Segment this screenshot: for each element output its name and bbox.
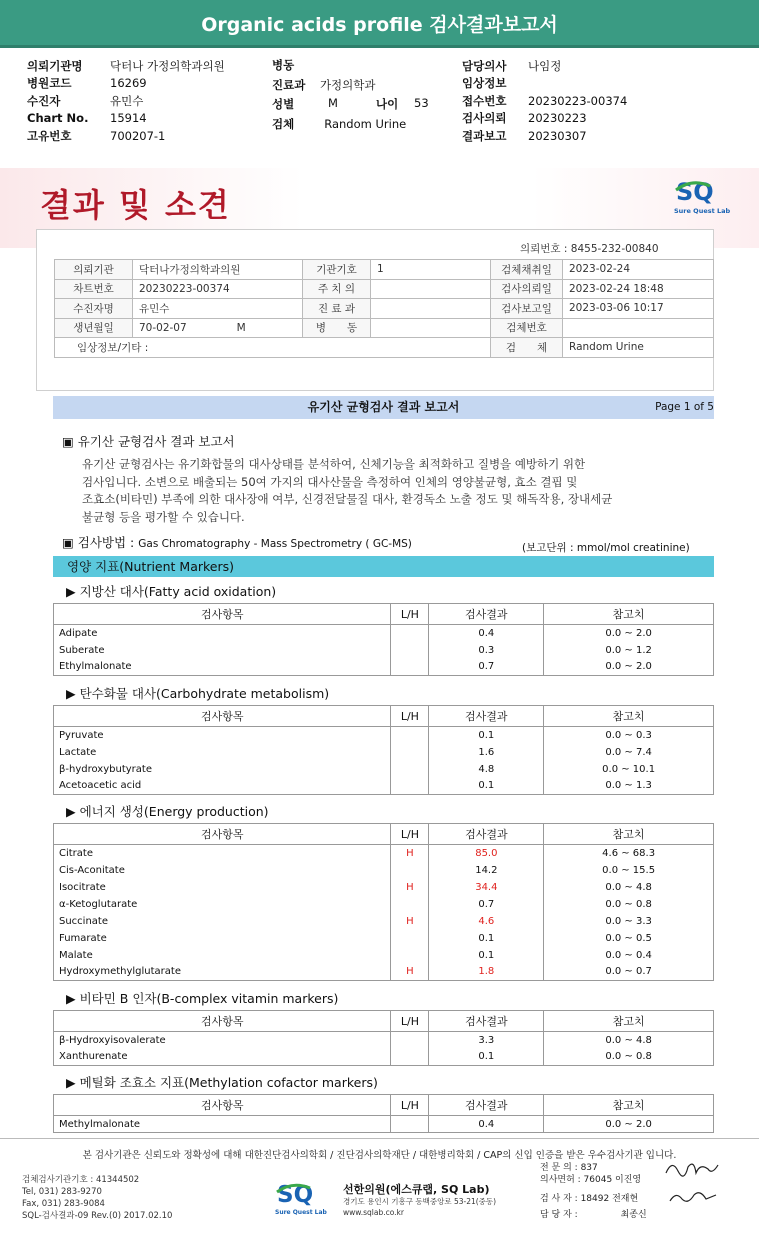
group-title: ▶ 탄수화물 대사(Carbohydrate metabolism) [66,686,330,701]
certification-text: 본 검사기관은 신뢰도와 정확성에 대해 대한진단검사의학회 / 진단검사의학재단 / 대한병리학회 / CAP의 신입 인증을 받은 우수검사기관 입니다. [82,1150,677,1161]
info-label: 결과보고 [462,128,507,143]
table-row [54,947,714,964]
info-label: 접수번호 [462,93,507,108]
footer-org-code: 검체검사기관기호 : 41344502 [22,1175,140,1185]
cell-result: 34.4 [429,879,544,896]
header-ref: 참고치 [544,1095,714,1116]
cell-ref: 0.0 ~ 10.1 [544,761,714,778]
col1-row [27,127,225,145]
info-label: Chart No. [27,111,89,126]
result-table [53,1094,714,1133]
manager-label: 담 당 자 : [540,1210,578,1220]
lab-url: www.sqlab.co.kr [343,1208,404,1217]
cell-result: 0.1 [429,778,544,795]
cell-ref: 0.0 ~ 0.8 [544,1049,714,1066]
header-lh: L/H [391,1095,429,1116]
cell-result: 0.1 [429,1049,544,1066]
header-item: 검사항목 [54,604,391,625]
cell-lh [391,659,429,676]
table-row [54,625,714,642]
info-value: 20230223 [528,111,587,126]
method-label: ▣ 검사방법 : [62,535,135,550]
cell-result: 0.1 [429,727,544,744]
footer-tester [540,1191,638,1204]
intro-line: 조효소(비타민) 부족에 의한 대사장애 여부, 신경전달물질 대사, 환경독소 노출 정도 및 해독작용, 장내세균 [82,492,613,506]
cell-lh: H [391,964,429,981]
cell-name: Malate [54,947,391,964]
cell-name: Pyruvate [54,727,391,744]
table-row [54,744,714,761]
dept-label-2: 진 료 과 [303,299,371,319]
request-date-value: 2023-02-24 18:48 [563,279,714,299]
cell-name: Isocitrate [54,879,391,896]
svg-text:Sure Quest Lab: Sure Quest Lab [674,207,730,215]
collect-date-label: 검체채취일 [491,260,563,280]
cell-result: 4.6 [429,913,544,930]
cell-lh: H [391,845,429,862]
header-item: 검사항목 [54,1095,391,1116]
info-value: 15914 [110,111,147,126]
dept-value-2 [371,299,491,319]
cell-result: 1.6 [429,744,544,761]
patient-name-value: 유민수 [133,299,303,319]
col3-row [462,110,627,128]
section-title: 결과 및 소견 [40,186,231,224]
intro-line: 검사입니다. 소변으로 배출되는 50여 가지의 대사산물을 측정하여 인체의 영양불균형, 효소 결핍 및 [82,474,578,489]
cell-lh [391,744,429,761]
header-ref: 참고치 [544,824,714,845]
specimen-value: Random Urine [324,116,407,131]
request-number: 의뢰번호 : 8455-232-00840 [520,243,659,255]
svg-text:SQ: SQ [277,1182,314,1208]
header-lh: L/H [391,824,429,845]
cell-result: 0.7 [429,659,544,676]
cell-ref: 0.0 ~ 0.4 [544,947,714,964]
birth-label: 생년월일 [55,318,133,338]
cell-name: Acetoacetic acid [54,778,391,795]
cell-ref: 0.0 ~ 2.0 [544,625,714,642]
table-row [54,761,714,778]
group-title: ▶ 지방산 대사(Fatty acid oxidation) [66,584,277,599]
org-code-label: 기관기호 [303,260,371,280]
cell-name: α-Ketoglutarate [54,896,391,913]
license-value: 76045 이진영 [583,1175,642,1185]
request-date-label: 검사의뢰일 [491,279,563,299]
signature-icon [660,1155,722,1217]
intro-line: 불균형 등을 평가할 수 있습니다. [82,509,245,524]
cell-result: 4.8 [429,761,544,778]
header-lh: L/H [391,604,429,625]
intro-paragraph [82,456,712,526]
footer-sq-logo-icon [274,1178,328,1218]
table-row [54,879,714,896]
table-row [54,862,714,879]
header-result: 검사결과 [429,1011,544,1032]
cell-lh [391,761,429,778]
cell-ref: 0.0 ~ 3.3 [544,913,714,930]
cell-ref: 0.0 ~ 7.4 [544,744,714,761]
tester-value: 18492 전재현 [580,1194,639,1204]
manager-value: 최종신 [620,1210,647,1220]
method-line [62,533,412,551]
clinical-info-label: 임상정보/기타 : [55,338,491,358]
birth-value: 70-02-07 [139,321,187,334]
specimen-label-2: 검 체 [491,338,563,358]
specimen-label: 검체 [272,116,295,131]
cell-ref: 0.0 ~ 2.0 [544,659,714,676]
doctor-value [371,279,491,299]
report-unit: (보고단위 : mmol/mol creatinine) [522,542,690,554]
col1-row [27,92,225,110]
cell-lh [391,778,429,795]
cell-name: Cis-Aconitate [54,862,391,879]
chart-no-label: 차트번호 [55,279,133,299]
table-row [54,1116,714,1133]
table-row [54,1049,714,1066]
cell-result: 85.0 [429,845,544,862]
result-table-header [54,604,714,625]
footer-tel: Tel, 031) 283-9270 [22,1187,102,1197]
cell-name: Methylmalonate [54,1116,391,1133]
info-label: 수진자 [27,93,61,108]
info-label: 임상정보 [462,76,507,91]
age-label: 나이 [376,97,399,111]
birth-cell [133,318,303,338]
footer-manager [540,1207,647,1220]
tester-label: 검 사 자 : [540,1194,578,1204]
col1-row [27,110,225,128]
cell-name: Lactate [54,744,391,761]
info-value: 20230307 [528,128,587,143]
header-lh: L/H [391,1011,429,1032]
result-table-header [54,706,714,727]
cell-lh [391,1032,429,1049]
cell-ref: 0.0 ~ 1.3 [544,778,714,795]
cell-lh [391,727,429,744]
cell-lh [391,625,429,642]
cell-name: Suberate [54,642,391,659]
doctor-label: 주 치 의 [303,279,371,299]
report-date-value: 2023-03-06 10:17 [563,299,714,319]
result-table [53,823,714,981]
info-value: 닥터나 가정의학과의원 [110,58,225,73]
table-row [54,930,714,947]
org-code-value: 1 [371,260,491,280]
group-title: ▶ 비타민 B 인자(B-complex vitamin markers) [66,991,339,1006]
cell-result: 0.7 [429,896,544,913]
ward-label: 병동 [272,58,295,72]
table-row [54,727,714,744]
cell-ref: 4.6 ~ 68.3 [544,845,714,862]
footer-left-info [22,1174,172,1222]
sex-value: M [328,96,338,110]
info-value: 유민수 [110,93,144,108]
birth-sex: M [236,321,246,334]
header-ref: 참고치 [544,604,714,625]
table-row [54,845,714,862]
footer-license [540,1172,641,1185]
specimen-value-2: Random Urine [563,338,714,358]
header-ref: 참고치 [544,706,714,727]
cell-name: Adipate [54,625,391,642]
cell-result: 0.3 [429,642,544,659]
result-table-header [54,1011,714,1032]
cell-ref: 0.0 ~ 4.8 [544,879,714,896]
patient-name-label: 수진자명 [55,299,133,319]
header-info-col1 [27,57,225,145]
lab-address: 경기도 용인시 기흥구 동백중앙로 53-21(중동) [343,1197,497,1206]
info-value: 나임정 [528,58,562,73]
cell-result: 3.3 [429,1032,544,1049]
table-row [54,642,714,659]
sex-label: 성별 [272,97,295,111]
cell-name: β-Hydroxyisovalerate [54,1032,391,1049]
result-table [53,1010,714,1066]
report-info-table [54,259,714,358]
header-result: 검사결과 [429,824,544,845]
info-value: 16269 [110,76,147,91]
intro-line: 유기산 균형검사는 유기화합물의 대사상태를 분석하여, 신체기능을 최적화하고 질병을 예방하기 위한 [82,457,586,471]
cell-result: 0.4 [429,625,544,642]
result-table-header [54,1095,714,1116]
intro-heading: ▣ 유기산 균형검사 결과 보고서 [62,434,235,449]
svg-text:SQ: SQ [676,178,714,206]
license-label: 의사면허 : [540,1175,581,1185]
table-row [54,778,714,795]
report-title: Organic acids profile 검사결과보고서 [0,0,759,48]
result-table [53,603,714,676]
header-item: 검사항목 [54,706,391,727]
group-title: ▶ 메틸화 조효소 지표(Methylation cofactor markers) [66,1075,378,1090]
info-value [528,75,627,93]
cell-result: 0.4 [429,1116,544,1133]
page-number: Page 1 of 5 [655,401,714,413]
age-value: 53 [414,96,429,110]
sq-logo-icon [672,176,730,216]
header-info-col2 [272,57,429,135]
cell-result: 0.1 [429,947,544,964]
cell-lh: H [391,913,429,930]
cell-lh [391,896,429,913]
header-ref: 참고치 [544,1011,714,1032]
col3-row [462,57,627,75]
cell-name: Citrate [54,845,391,862]
cell-lh [391,642,429,659]
footer-fax: Fax, 031) 283-9084 [22,1199,105,1209]
lab-name: 선한의원(에스큐랩, SQ Lab) [343,1183,490,1196]
cell-lh [391,947,429,964]
specialist-value: 837 [580,1163,598,1173]
cell-name: Succinate [54,913,391,930]
cell-name: Xanthurenate [54,1049,391,1066]
cell-lh [391,862,429,879]
group-title: ▶ 에너지 생성(Energy production) [66,804,269,819]
header-item: 검사항목 [54,824,391,845]
cell-ref: 0.0 ~ 4.8 [544,1032,714,1049]
req-org-label: 의뢰기관 [55,260,133,280]
info-label: 의뢰기관명 [27,58,83,73]
result-table [53,705,714,795]
table-row [54,913,714,930]
ward-value-2 [371,318,491,338]
cell-lh: H [391,879,429,896]
specimen-no-label: 검체번호 [491,318,563,338]
collect-date-value: 2023-02-24 [563,260,714,280]
nutrient-markers-bar: 영양 지표(Nutrient Markers) [53,556,714,577]
col3-row [462,127,627,145]
footer-doc-rev: SQL-검사결과-09 Rev.(0) 2017.02.10 [22,1211,173,1221]
cell-name: β-hydroxybutyrate [54,761,391,778]
report-bar-title: 유기산 균형검사 결과 보고서 [53,396,714,419]
cell-lh [391,1116,429,1133]
cell-lh [391,930,429,947]
header-lh: L/H [391,706,429,727]
cell-lh [391,1049,429,1066]
specialist-label: 전 문 의 : [540,1163,578,1173]
table-row [54,896,714,913]
info-label: 담당의사 [462,58,507,73]
cell-result: 0.1 [429,930,544,947]
table-row [54,1032,714,1049]
cell-name: Ethylmalonate [54,659,391,676]
table-row [54,964,714,981]
ward-label-2: 병 동 [303,318,371,338]
cell-ref: 0.0 ~ 2.0 [544,1116,714,1133]
specimen-no-value [563,318,714,338]
cell-result: 14.2 [429,862,544,879]
info-value: 700207-1 [110,128,166,143]
footer-divider [0,1138,759,1139]
cell-ref: 0.0 ~ 0.5 [544,930,714,947]
col1-row [27,75,225,93]
chart-no-value: 20230223-00374 [133,279,303,299]
header-result: 검사결과 [429,706,544,727]
cell-result: 1.8 [429,964,544,981]
method-value: Gas Chromatography - Mass Spectrometry ( GC-MS) [138,538,412,550]
header-item: 검사항목 [54,1011,391,1032]
col3-row [462,92,627,110]
header-result: 검사결과 [429,604,544,625]
dept-label: 진료과 [272,77,306,92]
info-value: 20230223-00374 [528,93,628,108]
cell-ref: 0.0 ~ 15.5 [544,862,714,879]
req-org-value: 닥터나가정의학과의원 [133,260,303,280]
header-result: 검사결과 [429,1095,544,1116]
dept-value: 가정의학과 [319,77,376,92]
info-label: 고유번호 [27,128,72,143]
result-table-header [54,824,714,845]
cell-name: Hydroxymethylglutarate [54,964,391,981]
cell-ref: 0.0 ~ 0.3 [544,727,714,744]
info-label: 검사의뢰 [462,111,507,126]
col3-row [462,75,627,93]
cell-ref: 0.0 ~ 0.7 [544,964,714,981]
report-date-label: 검사보고일 [491,299,563,319]
cell-ref: 0.0 ~ 0.8 [544,896,714,913]
svg-text:Sure Quest Lab: Sure Quest Lab [275,1209,327,1216]
cell-ref: 0.0 ~ 1.2 [544,642,714,659]
header-info-col3 [462,57,627,145]
cell-name: Fumarate [54,930,391,947]
info-label: 병원코드 [27,76,72,91]
col1-row [27,57,225,75]
table-row [54,659,714,676]
